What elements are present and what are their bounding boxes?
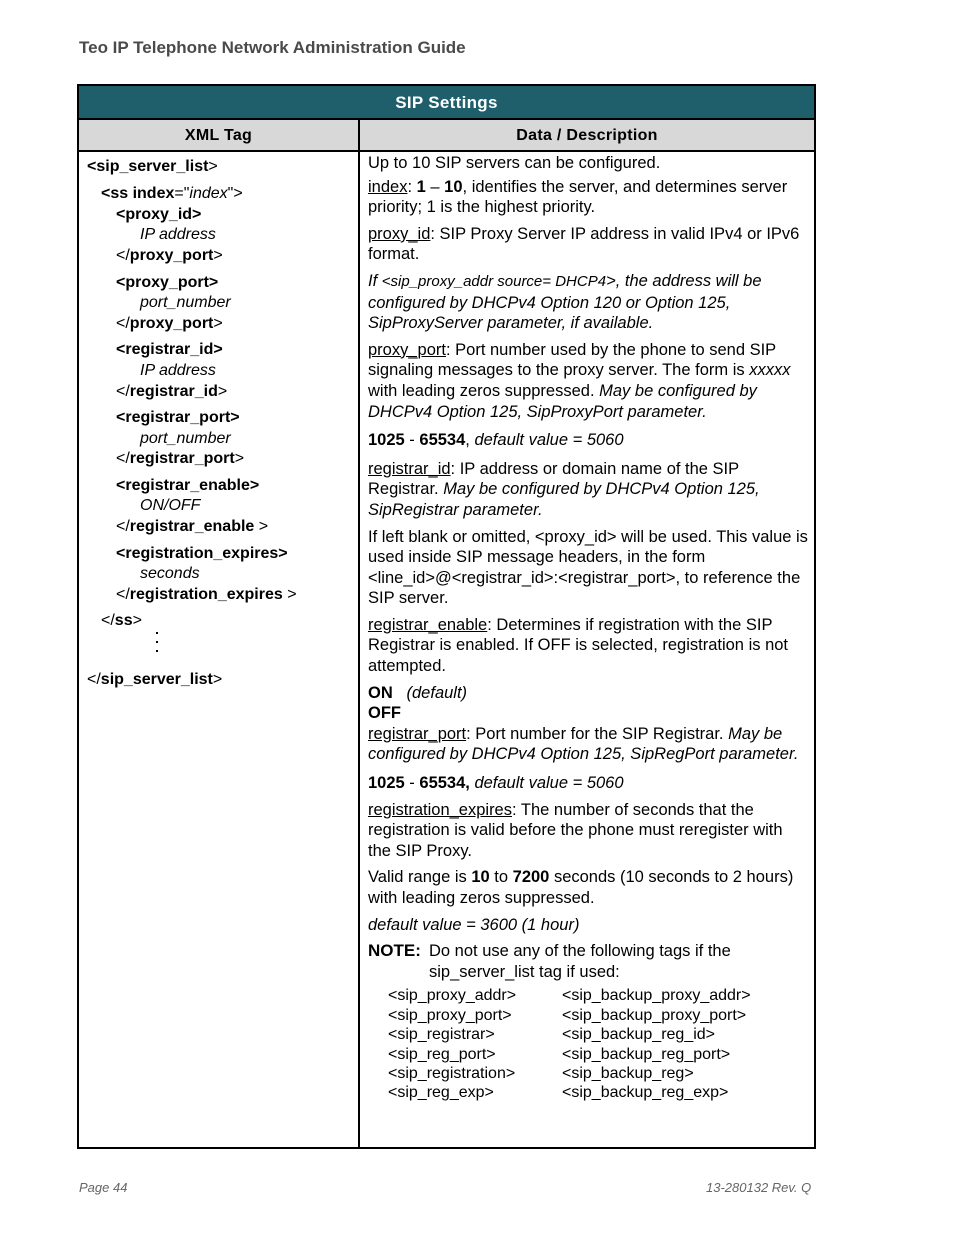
tag-line: </registrar_port> bbox=[116, 450, 245, 467]
desc-paragraph: 1025 - 65534, default value = 5060 bbox=[368, 774, 624, 793]
tag-value: port_number bbox=[140, 430, 231, 447]
tag-line: </ss> bbox=[101, 612, 142, 629]
tag-line: </registrar_id> bbox=[116, 383, 228, 400]
desc-paragraph: registration_expires: The number of seconds that the registration is valid before the phone must reregister with the SIP Proxy. bbox=[368, 800, 783, 860]
desc-paragraph: registrar_id: IP address or domain name of the SIP Registrar. May be configured by DHCPv4 Option 125, SipRegistrar parameter. bbox=[368, 459, 760, 519]
desc-paragraph: OFF bbox=[368, 704, 401, 723]
list-item: <sip_proxy_port> <sip_backup_proxy_port> bbox=[388, 1006, 747, 1024]
column-header-description: Data / Description bbox=[360, 120, 814, 152]
desc-paragraph: registrar_enable: Determines if registration with the SIP Registrar is enabled. If OFF is selected, registration is not attempted. bbox=[368, 615, 789, 676]
note-text: Do not use any of the following tags if the sip_server_list tag if used: bbox=[429, 942, 731, 981]
reserved-tag-list bbox=[388, 986, 808, 1102]
tag-line: </proxy_port> bbox=[116, 247, 223, 264]
tag-line: </registration_expires > bbox=[116, 586, 297, 603]
tag-line: <registrar_enable> bbox=[116, 477, 260, 494]
description-column bbox=[368, 153, 808, 1103]
desc-paragraph: If left blank or omitted, <proxy_id> will be used. This value is used inside SIP message headers, in the form <line_id>@<registrar_id>:<registrar_port>, to reference the SIP server. bbox=[368, 527, 808, 608]
desc-paragraph: registrar_port: Port number for the SIP Registrar. May be configured by DHCPv4 Option 125, SipRegPort parameter. bbox=[368, 724, 799, 764]
desc-paragraph: proxy_port: Port number used by the phone to send SIP signaling messages to the proxy server. The form is xxxxx with leading zeros suppressed. May be configured by DHCPv4 Option 125, SipProxyPort parameter. bbox=[368, 340, 791, 421]
desc-paragraph: default value = 3600 (1 hour) bbox=[368, 915, 580, 934]
tag-line: <ss index="index"> bbox=[101, 185, 243, 202]
desc-paragraph: 1025 - 65534, default value = 5060 bbox=[368, 431, 624, 450]
tag-line: <proxy_id> bbox=[116, 206, 202, 223]
note-label: NOTE: bbox=[368, 941, 421, 961]
tag-line: <proxy_port> bbox=[116, 274, 219, 291]
desc-paragraph: If <sip_proxy_addr source= DHCP4>, the address will be configured by DHCPv4 Option 120 or Option 125, SipProxyServer parameter, if available. bbox=[368, 271, 762, 333]
document-id: 13-280132 Rev. Q bbox=[706, 1180, 812, 1195]
desc-paragraph: proxy_id: SIP Proxy Server IP address in valid IPv4 or IPv6 format. bbox=[368, 224, 800, 264]
tag-line: </sip_server_list> bbox=[87, 671, 223, 688]
column-divider bbox=[358, 152, 360, 1147]
list-item: <sip_registration> <sip_backup_reg> bbox=[388, 1065, 694, 1082]
document-title: Teo IP Telephone Network Administration Guide bbox=[79, 38, 466, 57]
table-title: SIP Settings bbox=[79, 86, 814, 120]
tag-value: IP address bbox=[140, 226, 216, 243]
vertical-ellipsis bbox=[156, 628, 160, 652]
tag-value: seconds bbox=[140, 565, 200, 582]
page-number: Page 44 bbox=[79, 1180, 128, 1195]
tag-line: <registration_expires> bbox=[116, 545, 288, 562]
tag-value: IP address bbox=[140, 362, 216, 379]
tag-line: </proxy_port> bbox=[116, 315, 223, 332]
tag-value: port_number bbox=[140, 294, 231, 311]
tag-line: <registrar_id> bbox=[116, 341, 223, 358]
tag-line: <sip_server_list> bbox=[87, 158, 218, 175]
list-item: <sip_reg_exp> <sip_backup_reg_exp> bbox=[388, 1084, 729, 1102]
desc-paragraph: index: 1 – 10, identifies the server, and determines server priority; 1 is the highest priority. bbox=[368, 177, 788, 217]
list-item: <sip_reg_port> <sip_backup_reg_port> bbox=[388, 1045, 731, 1063]
tag-value: ON/OFF bbox=[140, 497, 201, 514]
note bbox=[368, 941, 808, 982]
desc-paragraph: Valid range is 10 to 7200 seconds (10 seconds to 2 hours) with leading zeros suppressed. bbox=[368, 868, 794, 907]
desc-paragraph: ON (default) bbox=[368, 683, 468, 702]
list-item: <sip_proxy_addr> <sip_backup_proxy_addr> bbox=[388, 987, 751, 1005]
tag-line: <registrar_port> bbox=[116, 409, 240, 426]
tag-line: </registrar_enable > bbox=[116, 518, 269, 535]
list-item: <sip_registrar> <sip_backup_reg_id> bbox=[388, 1026, 716, 1044]
sip-settings-table bbox=[77, 84, 816, 1149]
column-header-xml-tag: XML Tag bbox=[79, 120, 360, 152]
desc-paragraph: Up to 10 SIP servers can be configured. bbox=[368, 154, 661, 172]
